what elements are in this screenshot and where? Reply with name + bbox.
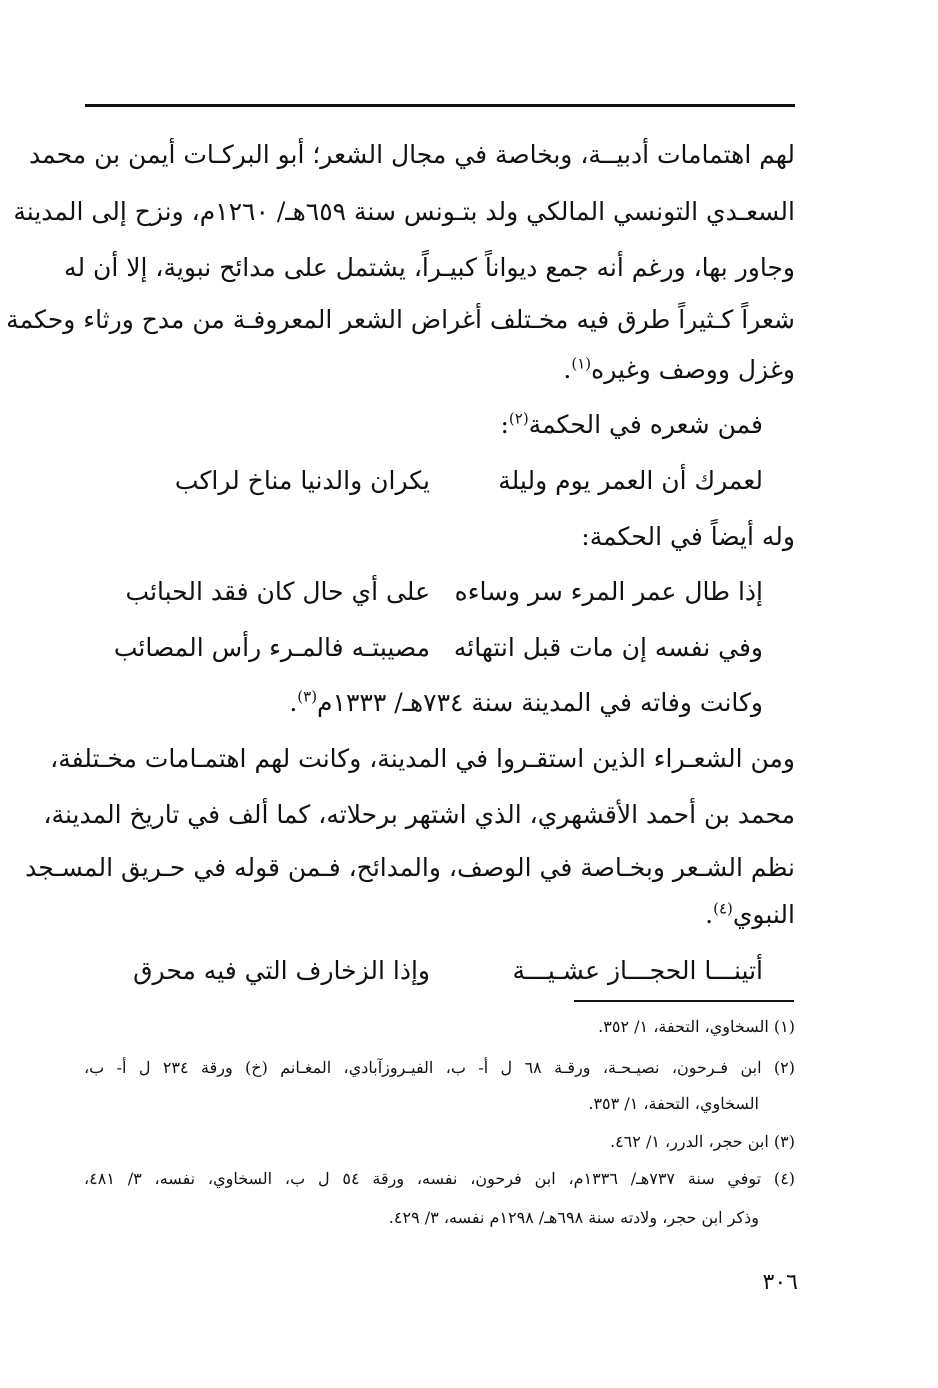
verse-hemistich-right: أتينـــا الحجـــاز عشـيـــة — [512, 956, 763, 985]
footnote-ref: (٤) — [713, 899, 733, 918]
paragraph-line: محمد بن أحمد الأقشهري، الذي اشتهر برحلاته، كما ألف في تاريخ المدينة، — [43, 800, 795, 829]
paragraph-text: وغزل ووصف وغيره — [591, 355, 795, 384]
paragraph-line: شعراً كـثيراً طرق فيه مخـتلف أغراض الشعر المعروفـة من مدح ورثاء وحكمة — [6, 305, 795, 334]
paragraph-line — [84, 900, 795, 930]
poem-intro-text: فمن شعره في الحكمة — [528, 410, 763, 439]
paragraph-text: وكانت وفاته في المدينة سنة ٧٣٤هـ/ ١٣٣٣م — [317, 688, 763, 717]
paragraph-line: لهم اهتمامات أدبيــة، وبخاصة في مجال الشعر؛ أبو البركـات أيمن بن محمد — [29, 140, 795, 169]
footnote: (٤) توفي سنة ٧٣٧هـ/ ١٣٣٦م، ابن فرحون، نفسه، ورقة ٥٤ ل ب، السخاوي، نفسه، ٣/ ٤٨١، — [84, 1169, 796, 1188]
paragraph-line — [84, 688, 763, 718]
footnote: (٢) ابن فـرحون، نصيـحـة، ورقـة ٦٨ ل أ- ب، الفيـروزآبادي، المغـانم (خ) ورقة ٢٣٤ ل أ- ب، — [84, 1058, 795, 1077]
punctuation: : — [500, 410, 509, 439]
footnote-ref: (٢) — [508, 409, 529, 428]
footnote-rule — [574, 1000, 794, 1002]
verse-hemistich-right: وفي نفسه إن مات قبل انتهائه — [453, 633, 763, 662]
footnote-ref: (٣) — [297, 687, 318, 706]
verse-hemistich-left: مصيبتـه فالمـرء رأس المصائب — [113, 633, 430, 662]
verse-hemistich-right: لعمرك أن العمر يوم وليلة — [498, 466, 763, 495]
punctuation: . — [563, 355, 572, 384]
header-rule — [85, 104, 795, 107]
verse-hemistich-left: وإذا الزخارف التي فيه محرق — [133, 956, 430, 985]
page-number: ٣٠٦ — [762, 1270, 798, 1295]
paragraph-line: نظم الشـعر وبخـاصة في الوصف، والمدائح، فـمن قوله في حـريق المسـجد — [25, 853, 795, 882]
footnote-continuation: وذكر ابن حجر، ولادته سنة ٦٩٨هـ/ ١٢٩٨م نفسه، ٣/ ٤٢٩. — [388, 1208, 759, 1227]
punctuation: . — [705, 900, 714, 929]
footnote: (١) السخاوي، التحفة، ١/ ٣٥٢. — [598, 1017, 795, 1036]
paragraph-text: النبوي — [732, 900, 795, 929]
footnote-ref: (١) — [571, 354, 592, 373]
paragraph-line: وجاور بها، ورغم أنه جمع ديواناً كبيـراً، يشتمل على مدائح نبوية، إلا أن له — [64, 253, 795, 282]
footnote-continuation: السخاوي، التحفة، ١/ ٣٥٣. — [588, 1094, 759, 1113]
paragraph-line — [84, 355, 795, 385]
poem-intro — [84, 410, 763, 440]
verse-hemistich-left: على أي حال كان فقد الحبائب — [125, 577, 430, 606]
paragraph-line: ومن الشعـراء الذين استقـروا في المدينة، وكانت لهم اهتمـامات مخـتلفة، — [50, 744, 795, 773]
verse-hemistich-right: إذا طال عمر المرء سر وساءه — [454, 577, 763, 606]
poem-intro: وله أيضاً في الحكمة: — [581, 522, 795, 551]
punctuation: . — [289, 688, 298, 717]
paragraph-line: السعـدي التونسي المالكي ولد بتـونس سنة ٦٥٩هـ/ ١٢٦٠م، ونزح إلى المدينة — [13, 197, 795, 226]
footnote: (٣) ابن حجر، الدرر، ١/ ٤٦٢. — [609, 1132, 795, 1151]
verse-hemistich-left: يكران والدنيا مناخ لراكب — [174, 466, 430, 495]
